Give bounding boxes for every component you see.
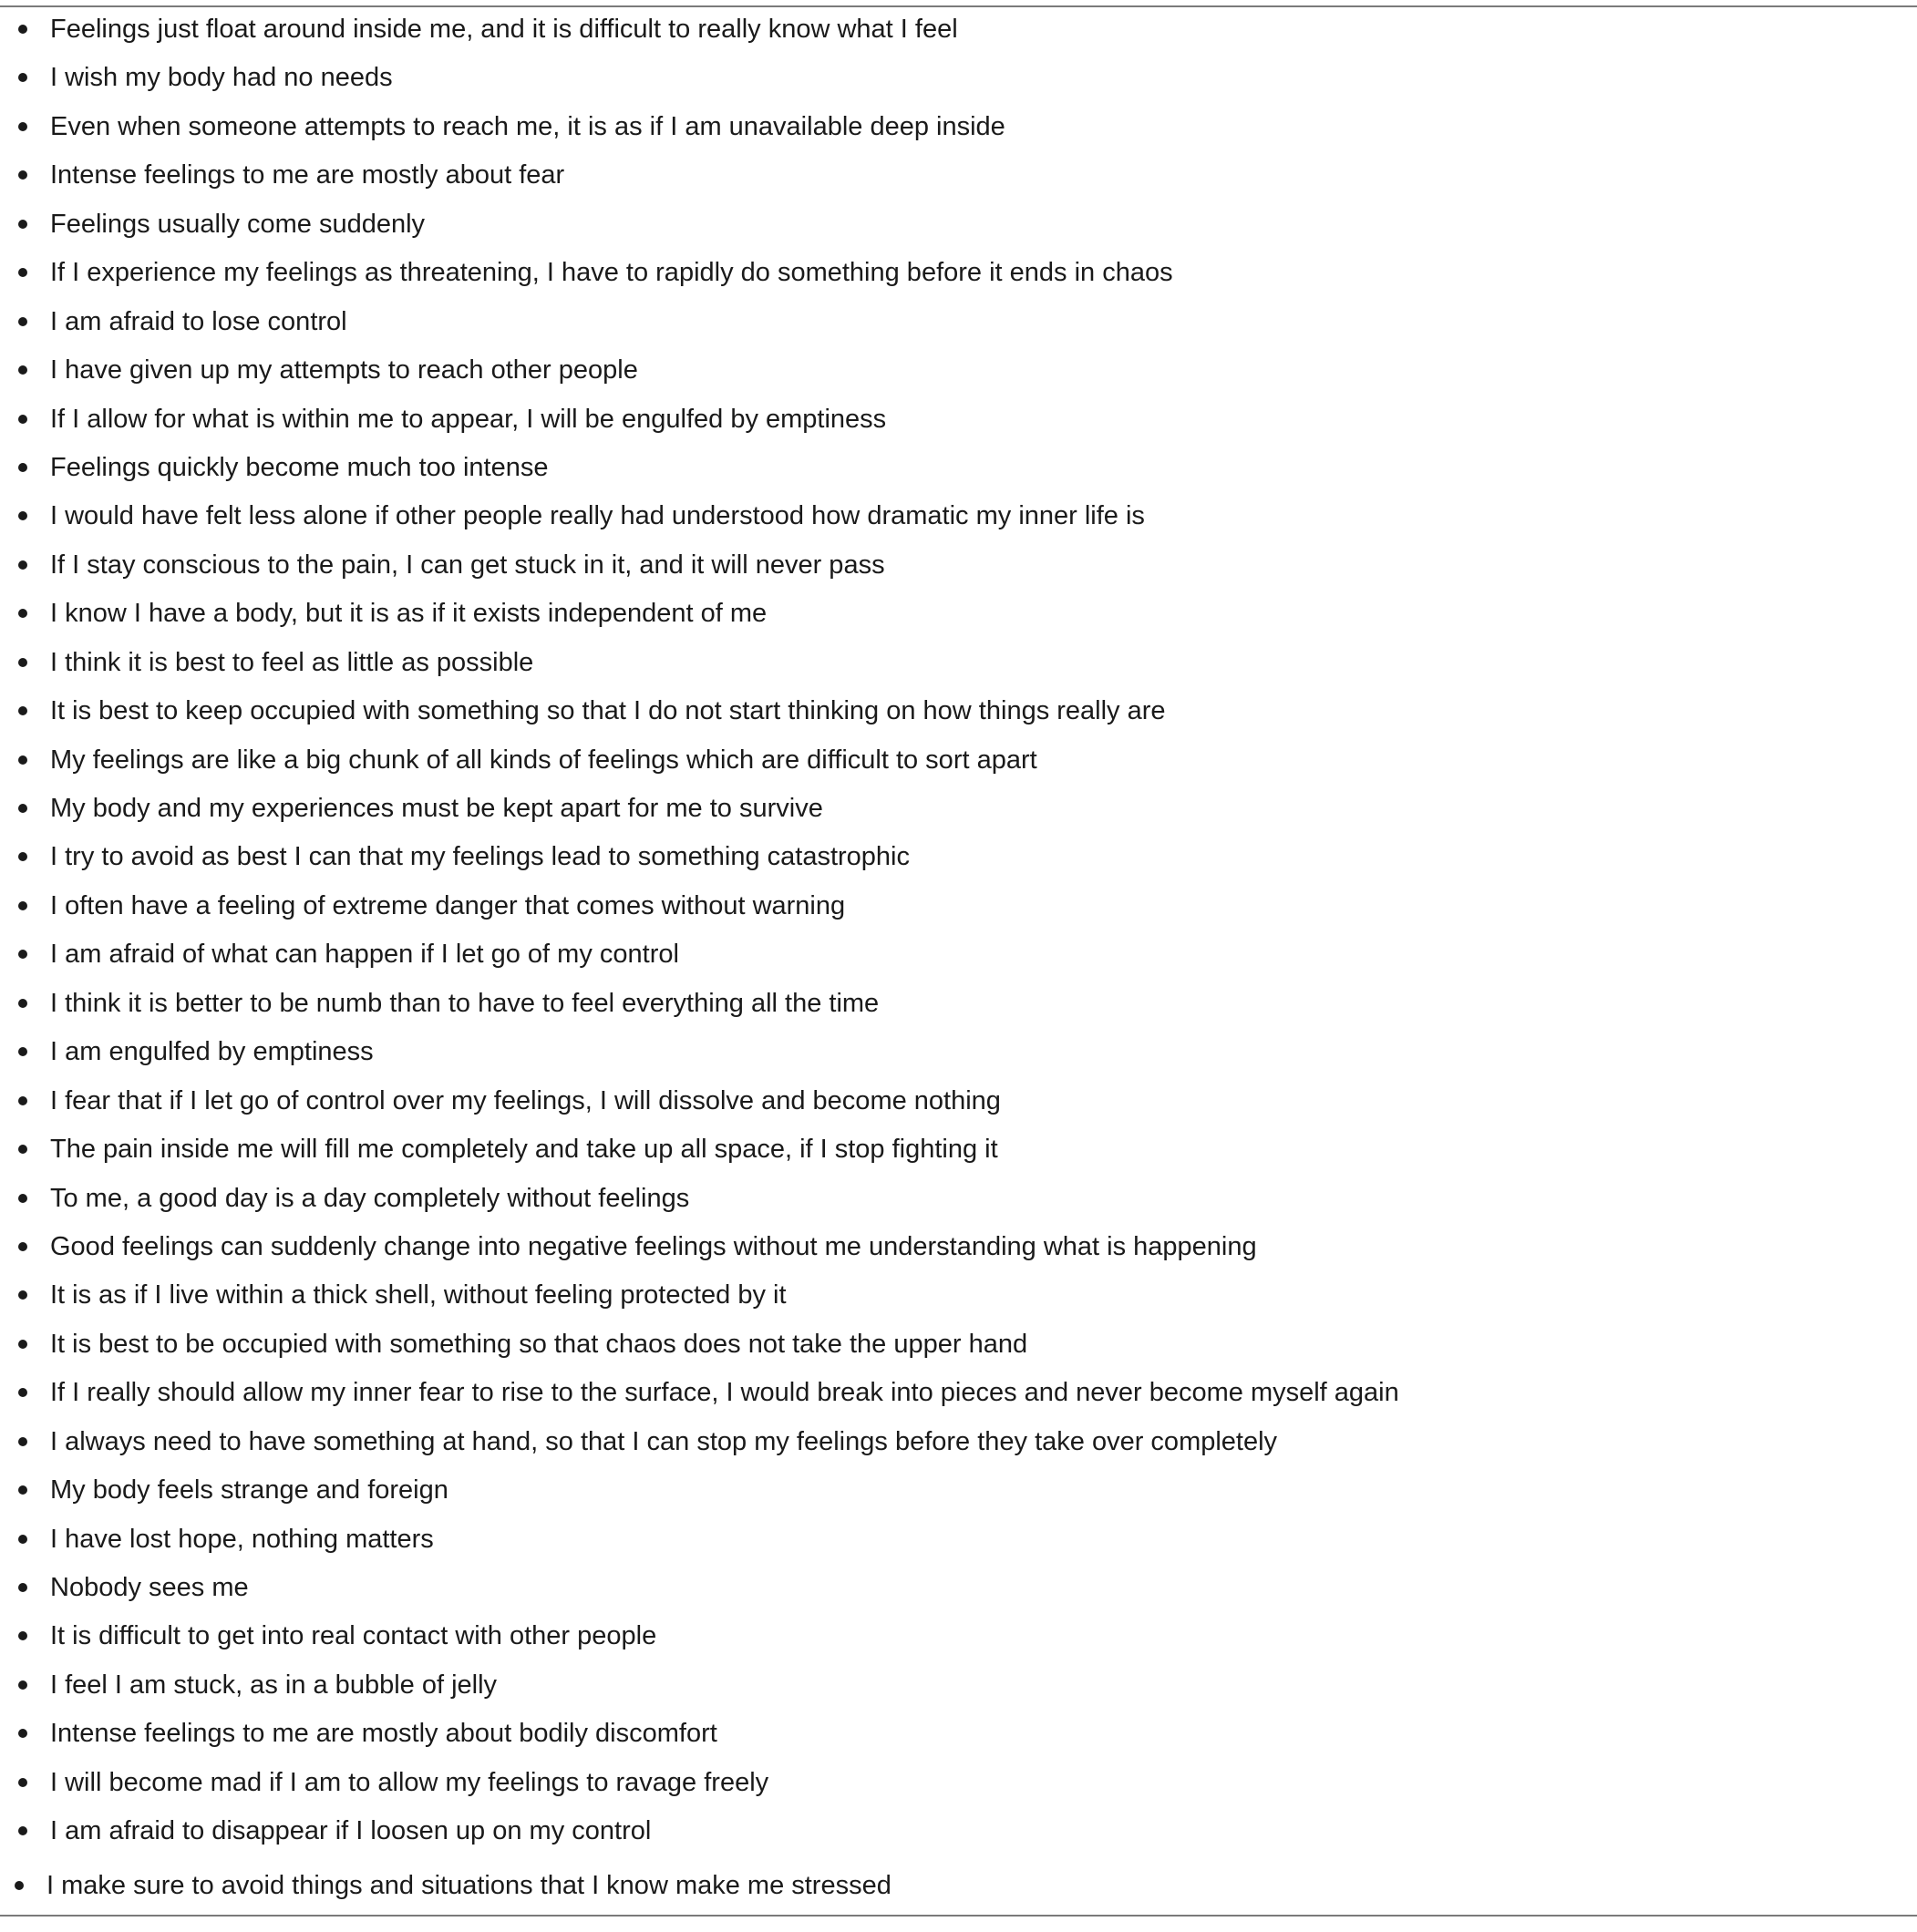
bullet-icon <box>18 170 27 180</box>
list-item <box>0 1131 1917 1179</box>
bullet-icon <box>18 511 27 520</box>
bottom-rule <box>0 1915 1917 1917</box>
list-item <box>0 1326 1917 1374</box>
list-item-text: My body feels strange and foreign <box>50 1475 448 1506</box>
list-item <box>0 742 1917 790</box>
list-item-text: I am afraid to lose control <box>50 306 347 336</box>
list-item-text: If I really should allow my inner fear to rise to the surface, I would break into pieces and never become myself again <box>50 1378 1399 1408</box>
bullet-icon <box>18 755 27 765</box>
list-item-text: My feelings are like a big chunk of all kinds of feelings which are difficult to sort apart <box>50 745 1037 775</box>
list-item <box>0 11 1917 59</box>
list-item <box>0 547 1917 595</box>
list-item-text: Even when someone attempts to reach me, it is as if I am unavailable deep inside <box>50 111 1005 141</box>
list-item <box>0 595 1917 643</box>
bullet-icon <box>18 463 27 472</box>
bullet-icon <box>18 25 27 34</box>
list-item-text: I wish my body had no needs <box>50 63 393 93</box>
list-item <box>0 644 1917 693</box>
list-item <box>0 108 1917 157</box>
list-item-text: Intense feelings to me are mostly about fear <box>50 160 565 190</box>
list-item <box>0 936 1917 984</box>
bullet-icon <box>18 1485 27 1495</box>
list-item <box>0 693 1917 741</box>
list-item <box>0 498 1917 546</box>
list-item <box>0 1228 1917 1277</box>
list-item-text: I try to avoid as best I can that my feelings lead to something catastrophic <box>50 842 910 872</box>
list-item <box>0 303 1917 352</box>
list-item-text: It is difficult to get into real contact with other people <box>50 1621 657 1651</box>
bullet-icon <box>18 1778 27 1787</box>
list-item <box>0 254 1917 303</box>
list-item-text: If I allow for what is within me to appear, I will be engulfed by emptiness <box>50 404 887 434</box>
list-item <box>0 790 1917 838</box>
bullet-icon <box>18 317 27 326</box>
list-item <box>0 1423 1917 1472</box>
bullet-icon <box>18 901 27 910</box>
list-item-text: I think it is better to be numb than to have to feel everything all the time <box>50 988 880 1018</box>
list-item <box>0 888 1917 936</box>
bullet-icon <box>18 415 27 424</box>
list-item-text: I make sure to avoid things and situations that I know make me stressed <box>46 1870 892 1900</box>
bullet-icon <box>18 999 27 1008</box>
bullet-icon <box>18 609 27 618</box>
list-item-text: It is best to be occupied with something so that chaos does not take the upper hand <box>50 1329 1028 1359</box>
list-item <box>0 401 1917 449</box>
list-item-text: Intense feelings to me are mostly about bodily discomfort <box>50 1719 717 1749</box>
list-item-text: I am afraid of what can happen if I let go of my control <box>50 940 679 970</box>
bullet-icon <box>18 1242 27 1251</box>
list-item-text: I always need to have something at hand, so that I can stop my feelings before they take over completely <box>50 1426 1278 1456</box>
list-item-text: I often have a feeling of extreme danger that comes without warning <box>50 890 846 920</box>
list-item <box>0 1033 1917 1082</box>
list-item <box>0 1715 1917 1763</box>
list-item-text: To me, a good day is a day completely without feelings <box>50 1183 690 1213</box>
list-item-text: The pain inside me will fill me completely and take up all space, if I stop fighting it <box>50 1135 998 1165</box>
bullet-icon <box>18 950 27 959</box>
list-item <box>0 352 1917 400</box>
list-item <box>0 1569 1917 1618</box>
list-item <box>0 1472 1917 1520</box>
bullet-icon <box>18 1583 27 1592</box>
list-item-text: My body and my experiences must be kept apart for me to survive <box>50 794 823 823</box>
bullet-icon <box>18 1631 27 1640</box>
bullet-icon <box>18 658 27 667</box>
list-item-text: I think it is best to feel as little as possible <box>50 647 534 677</box>
list-item-text: I am afraid to disappear if I loosen up on my control <box>50 1816 652 1846</box>
list-item <box>0 838 1917 887</box>
list-item-text: I will become mad if I am to allow my feelings to ravage freely <box>50 1767 769 1797</box>
list-item <box>0 59 1917 108</box>
bullet-icon <box>18 365 27 375</box>
bullet-icon <box>18 1826 27 1835</box>
bullet-icon <box>18 1194 27 1203</box>
list-item-text: I fear that if I let go of control over my feelings, I will dissolve and become nothing <box>50 1085 1001 1115</box>
bullet-icon <box>18 1535 27 1544</box>
bullet-icon <box>18 804 27 813</box>
list-item <box>0 1083 1917 1131</box>
statement-list <box>0 11 1917 1915</box>
list-item <box>0 449 1917 498</box>
bullet-icon <box>18 1437 27 1446</box>
list-item <box>0 157 1917 205</box>
list-item-text: Feelings just float around inside me, and it is difficult to really know what I feel <box>50 15 958 44</box>
bullet-icon <box>18 852 27 861</box>
list-item-text: I have given up my attempts to reach other people <box>50 355 638 385</box>
list-item <box>0 1813 1917 1861</box>
list-item-text: I would have felt less alone if other people really had understood how dramatic my inner life is <box>50 501 1145 531</box>
list-item-text: I am engulfed by emptiness <box>50 1037 374 1067</box>
list-item-text: It is as if I live within a thick shell, without feeling protected by it <box>50 1280 787 1310</box>
list-item-text: If I experience my feelings as threatening, I have to rapidly do something before it ends in chaos <box>50 258 1173 288</box>
bullet-icon <box>18 1096 27 1105</box>
list-item-text: Feelings quickly become much too intense <box>50 452 549 482</box>
bullet-icon <box>18 1290 27 1300</box>
list-item-text: It is best to keep occupied with something so that I do not start thinking on how things really are <box>50 696 1166 726</box>
list-item <box>0 1618 1917 1666</box>
list-item <box>0 206 1917 254</box>
bullet-icon <box>15 1881 24 1890</box>
bullet-icon <box>18 1388 27 1397</box>
bullet-icon <box>18 1145 27 1154</box>
bullet-icon <box>18 1340 27 1349</box>
list-item-text: I have lost hope, nothing matters <box>50 1524 434 1554</box>
bullet-icon <box>18 560 27 570</box>
list-item <box>0 1667 1917 1715</box>
bullet-icon <box>18 268 27 277</box>
list-item-text: Feelings usually come suddenly <box>50 209 426 239</box>
list-item-text: Nobody sees me <box>50 1573 249 1602</box>
bullet-icon <box>18 220 27 229</box>
top-rule <box>0 5 1917 7</box>
bullet-icon <box>18 1680 27 1690</box>
bullet-icon <box>18 122 27 131</box>
list-item <box>0 985 1917 1033</box>
list-item <box>0 1180 1917 1228</box>
bullet-icon <box>18 1047 27 1056</box>
list-item <box>0 1764 1917 1813</box>
list-item <box>0 1374 1917 1423</box>
bullet-icon <box>18 73 27 82</box>
list-item <box>0 1862 1917 1915</box>
list-item-text: I feel I am stuck, as in a bubble of jelly <box>50 1670 498 1700</box>
list-item <box>0 1277 1917 1325</box>
bullet-icon <box>18 1729 27 1738</box>
list-item-text: Good feelings can suddenly change into negative feelings without me understanding what is happening <box>50 1231 1257 1261</box>
list-item <box>0 1521 1917 1569</box>
bullet-icon <box>18 706 27 715</box>
list-item-text: If I stay conscious to the pain, I can get stuck in it, and it will never pass <box>50 550 885 580</box>
list-item-text: I know I have a body, but it is as if it exists independent of me <box>50 599 768 629</box>
